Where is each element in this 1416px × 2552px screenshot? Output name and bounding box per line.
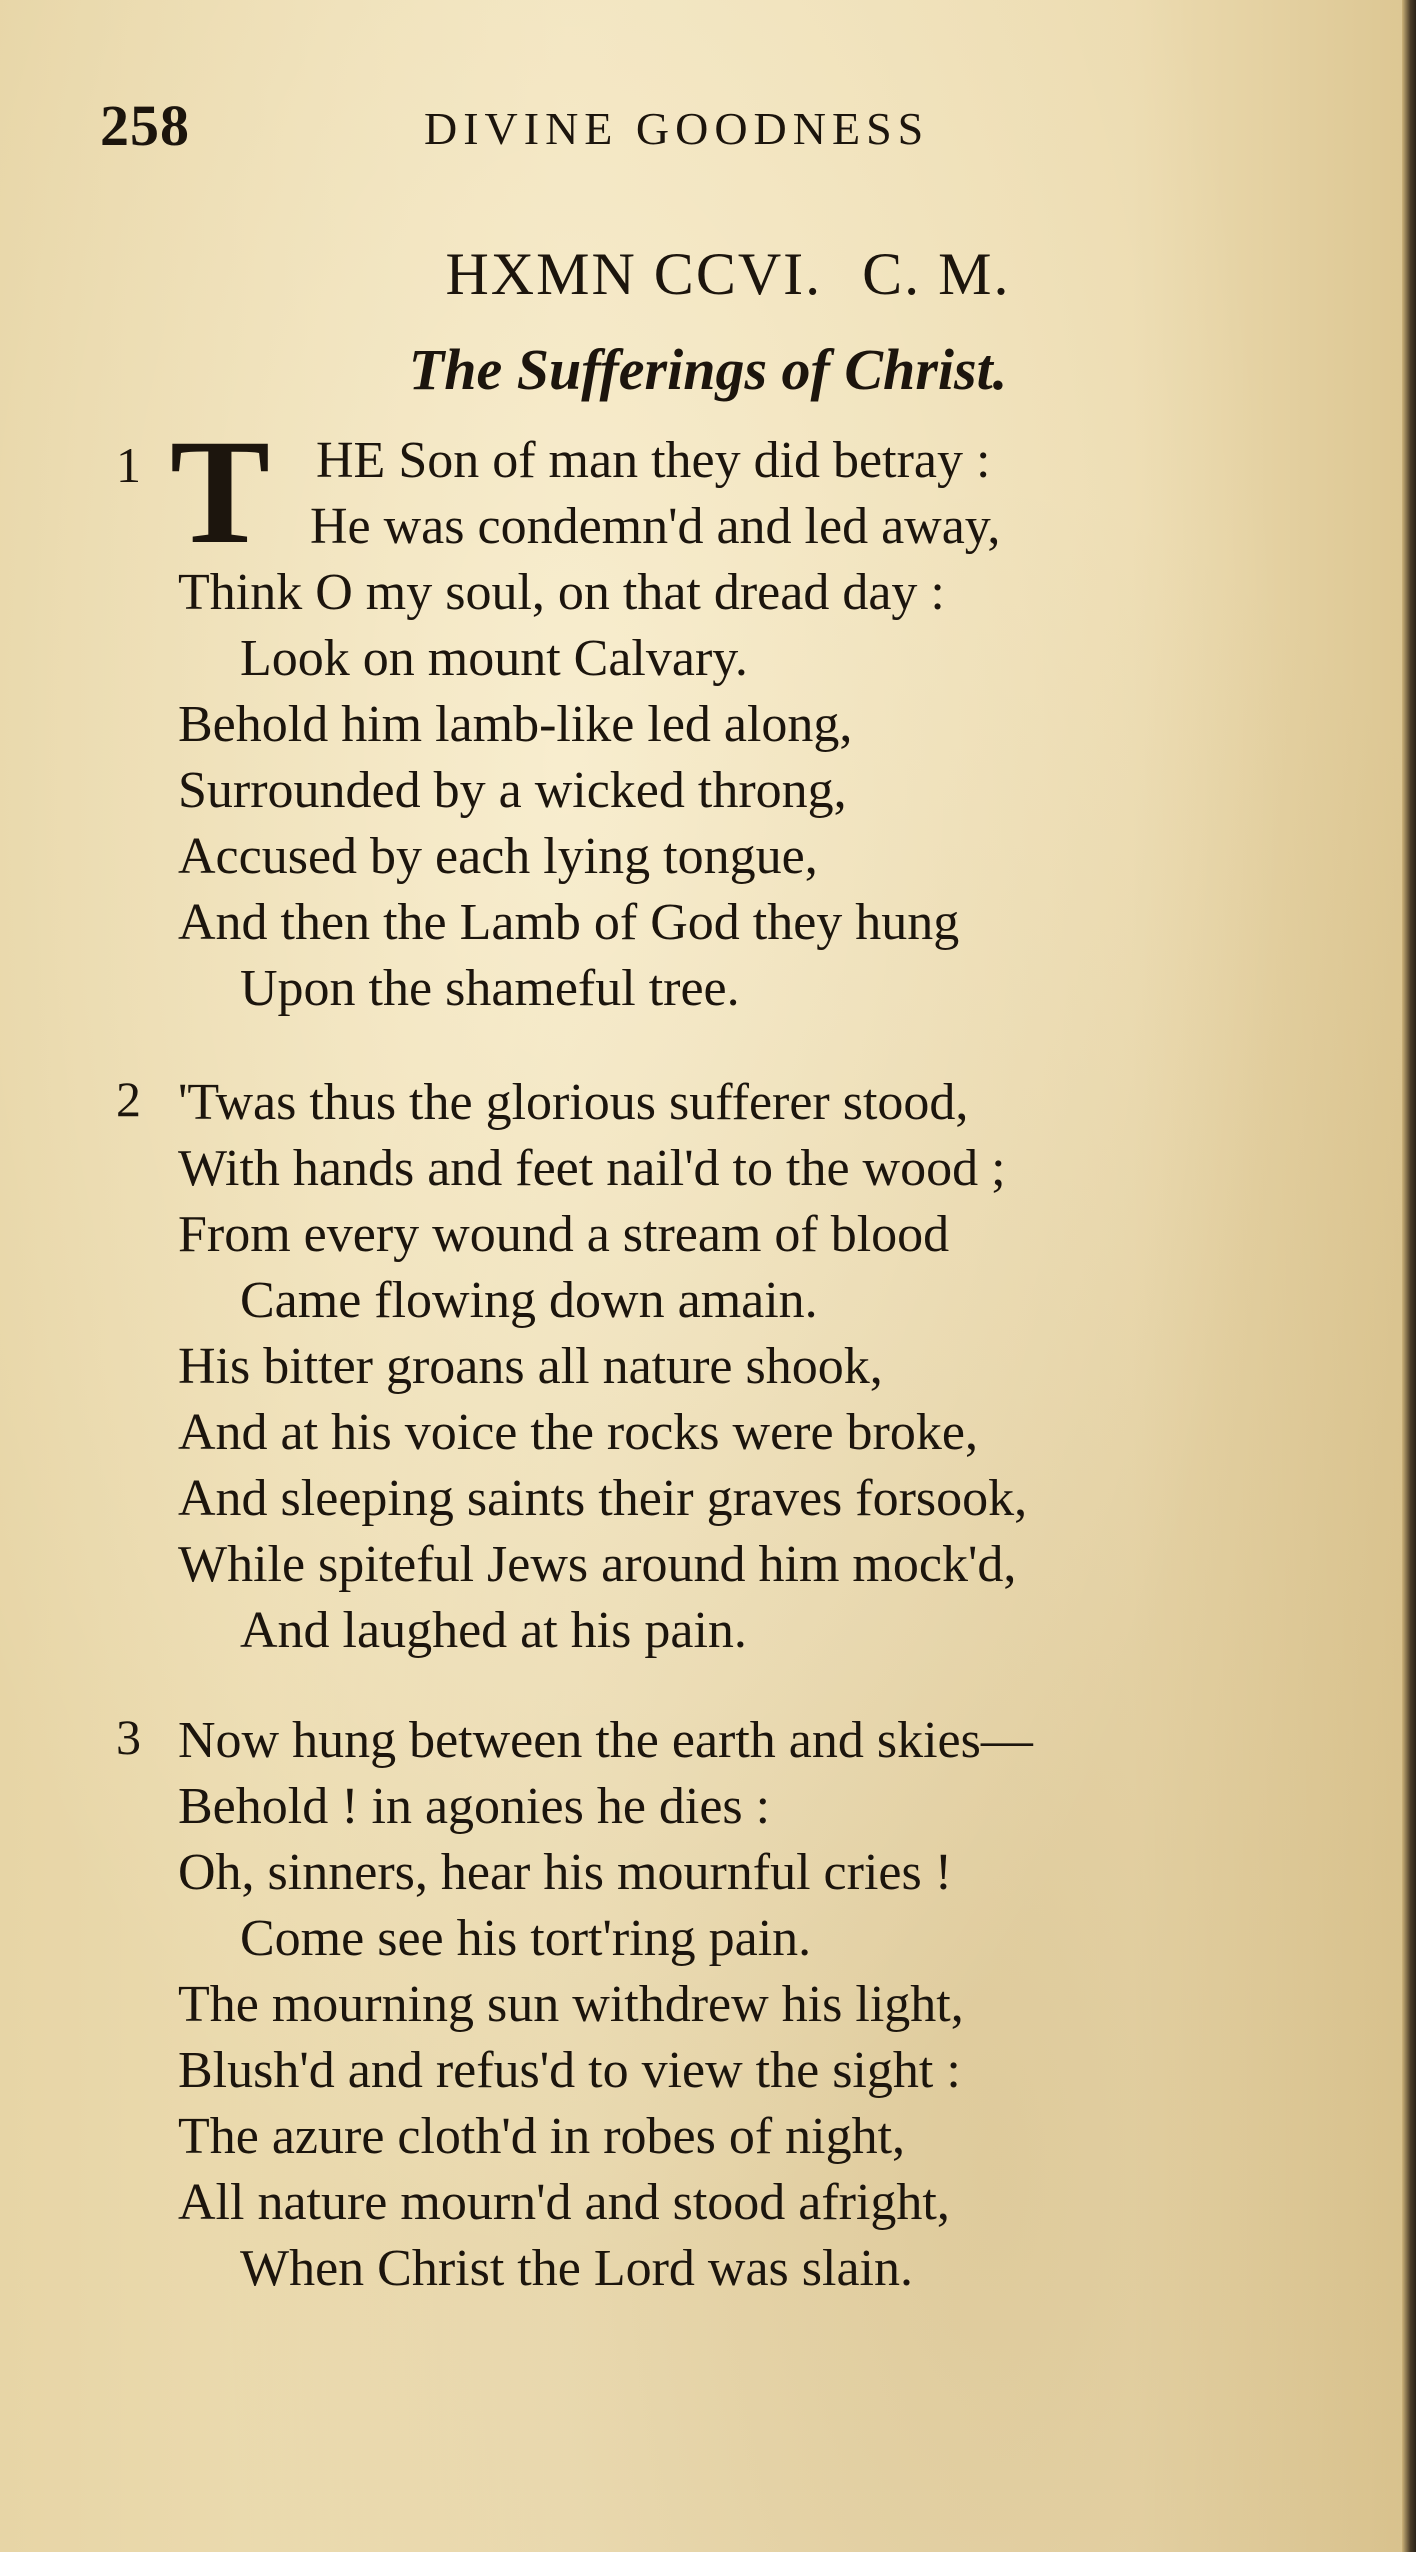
verse-line: His bitter groans all nature shook, — [178, 1338, 883, 1395]
verse-line: All nature mourn'd and stood afright, — [178, 2174, 950, 2231]
drop-cap: T — [170, 409, 271, 575]
stanza-number: 2 — [116, 1071, 141, 1127]
verse-line: Look on mount Calvary. — [240, 630, 748, 687]
verse-line: Accused by each lying tongue, — [178, 828, 818, 885]
stanza-number: 3 — [116, 1709, 141, 1765]
verse-line: Now hung between the earth and skies— — [178, 1712, 1033, 1769]
verse-line: When Christ the Lord was slain. — [240, 2240, 913, 2297]
verse-line: And at his voice the rocks were broke, — [178, 1404, 978, 1461]
verse-line: Came flowing down amain. — [240, 1272, 818, 1329]
verse-line: Surrounded by a wicked throng, — [178, 762, 847, 819]
hymn-title — [0, 240, 1416, 309]
verse-line: He was condemn'd and led away, — [310, 498, 1001, 555]
verse-line: With hands and feet nail'd to the wood ; — [178, 1140, 1006, 1197]
hymn-number: HXMN CCVI. — [445, 241, 823, 307]
verse-line: HE Son of man they did betray : — [316, 432, 991, 489]
verse-line: And sleeping saints their graves forsook, — [178, 1470, 1028, 1527]
hymn-subtitle: The Sufferings of Christ. — [408, 337, 1008, 402]
verse-line: Come see his tort'ring pain. — [240, 1910, 812, 1967]
verse-line: Behold ! in agonies he dies : — [178, 1778, 771, 1835]
verse-line: Behold him lamb-like led along, — [178, 696, 853, 753]
page-number: 258 — [100, 93, 190, 158]
verse-line: 'Twas thus the glorious sufferer stood, — [178, 1074, 969, 1131]
verse-line: The mourning sun withdrew his light, — [178, 1976, 964, 2033]
verse-line: Blush'd and refus'd to view the sight : — [178, 2042, 961, 2099]
stanza-number: 1 — [116, 437, 141, 493]
verse-line: While spiteful Jews around him mock'd, — [178, 1536, 1017, 1593]
verse-line: Oh, sinners, hear his mournful cries ! — [178, 1844, 953, 1901]
running-header — [100, 92, 1100, 172]
verse-line: From every wound a stream of blood — [178, 1206, 950, 1263]
verse-line: Think O my soul, on that dread day : — [178, 564, 945, 621]
hymn-meter: C. M. — [862, 241, 1011, 307]
verse-line: Upon the shameful tree. — [240, 960, 740, 1017]
verse-line: And laughed at his pain. — [240, 1602, 747, 1659]
verse-line: And then the Lamb of God they hung — [178, 894, 960, 951]
running-title: DIVINE GOODNESS — [424, 103, 930, 154]
verse-line: The azure cloth'd in robes of night, — [178, 2108, 906, 2165]
